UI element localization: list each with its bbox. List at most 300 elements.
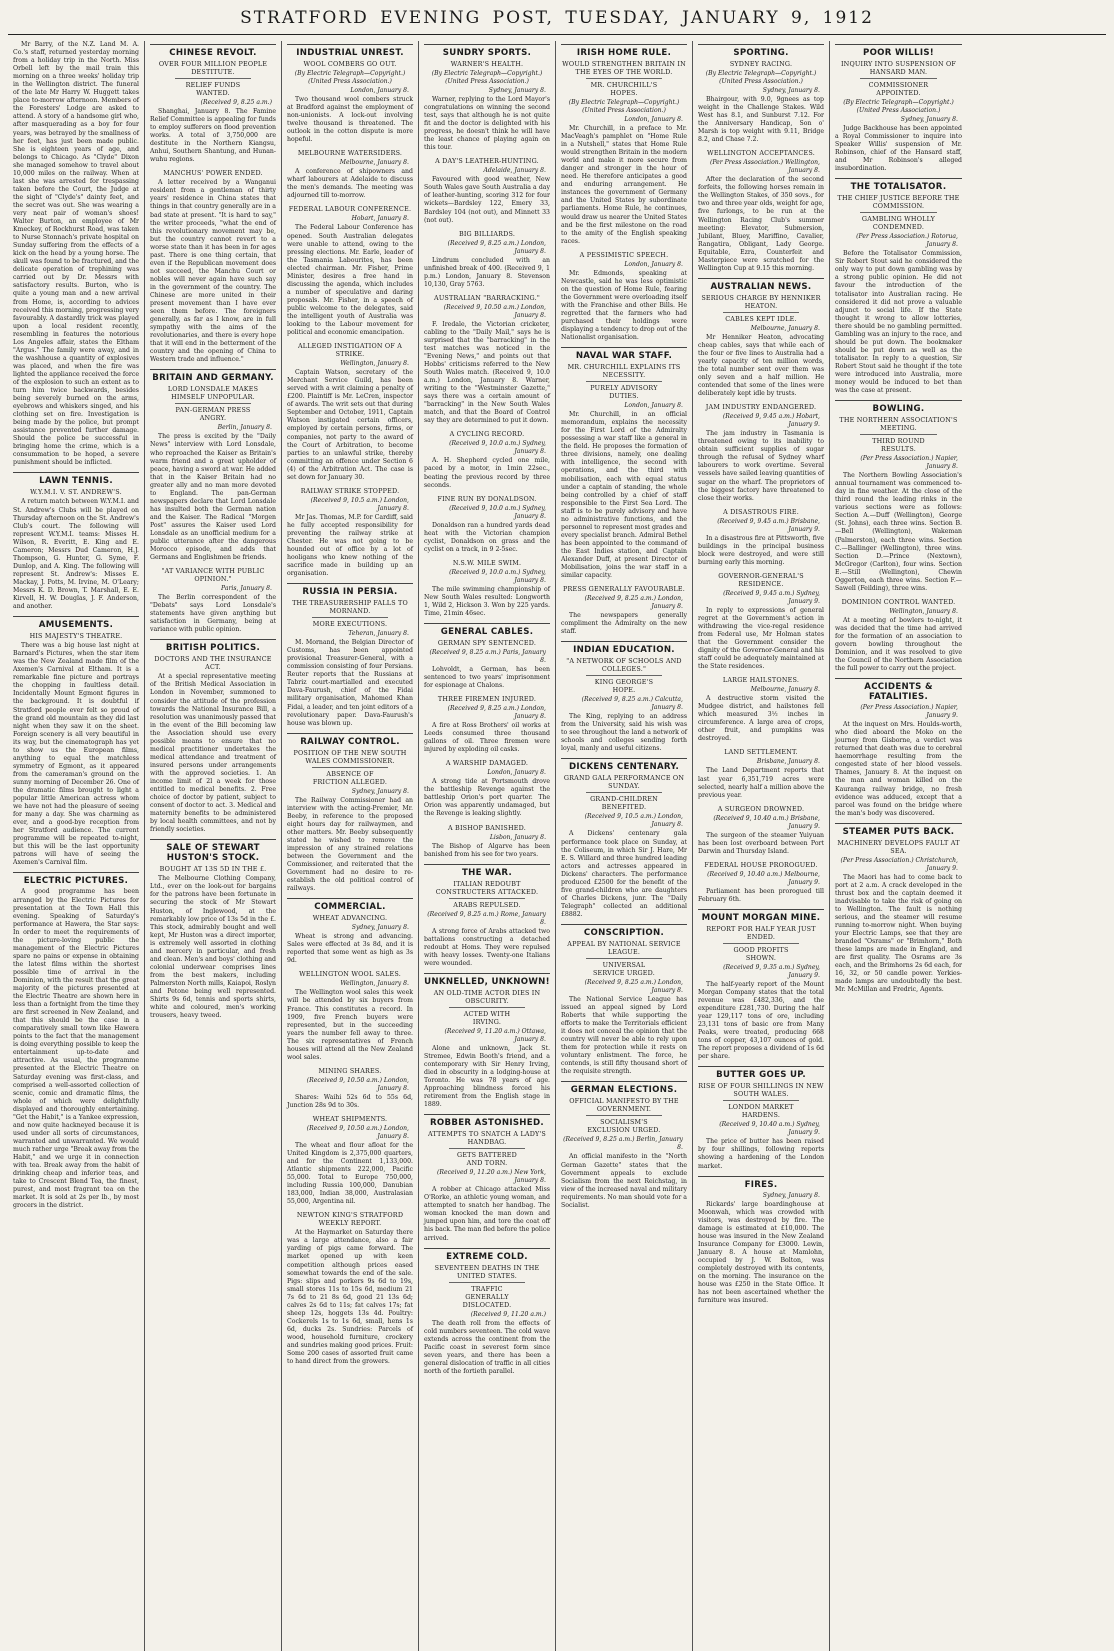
article xyxy=(150,44,276,164)
article-subheading: HIS MAJESTY'S THEATRE. xyxy=(29,632,123,641)
article-subheading: MR. CHURCHILL EXPLAINS ITS NECESSITY. xyxy=(567,363,681,380)
article xyxy=(698,278,824,398)
article-body: The newspapers generally compliment the Admiralty on the new staff. xyxy=(561,612,687,636)
article-subheading: LORD LONSDALE MAKES HIMSELF UNPOPULAR. xyxy=(167,385,259,402)
article-body: There was a big house last night at Barnard's Pictures, when the star item was the New Zealand made film of the Axemen's Carnival at Eltham. It is a remarkable fine picture and portrays the chopping in faultless detail. Incidentally Mount Egmont figures in the background. It is doubtful if Stratford people ever felt so proud of the grand old mountain as they did last night when they saw it on the sheet. Foreign scenery is all very beautiful in its way, but the cinematograph has yet to show us the European films, anything to equal the matchless symmetry of Egmont, as it appeared from the cameraman's ground on the sunny morning of December 26. One of the dramatic films brought to light a popular little American actress whom we have not had the pleasure of seeing for many a day. She was charming as ever, and a good-bye reception from her Stratford audience. The current programme will be repeated to-night, but this will be the last opportunity patrons will have of seeing the Axemen's Carnival film. xyxy=(13,642,139,867)
article xyxy=(13,616,139,867)
article-body: Lohvoldt, a German, has been sentenced to two years' imprisonment for espionage at Chalons. xyxy=(424,665,550,690)
article-credit: (By Electric Telegraph—Copyright.) (United Press Association.) xyxy=(843,99,954,114)
article-body: Mr. Churchill, in an official memorandum, explains the necessity for the First Lord of the Admiralty possessing a war staff like a general in the field. He proposes the formation of three divisions, namely, one dealing with intelligence, the second with operations, and the third with mobilisation, each with equal status under a captain of standing, the whole being controlled by a chief of staff responsible to the First Sea Lord. The staff is to be purely advisory and have no administrative functions, and the personnel to represent most grades and every specialist branch. Admiral Bethel has been appointed to the command of the East Indies station, and Captain Alexander Duff, at present Director of Mobilisation, joins the war staff in a similar capacity. xyxy=(561,411,687,580)
article xyxy=(561,347,687,580)
article-body: Mr. Edmonds, speaking at Newcastle, said he was less optimistic on the question of Home Rule, fearing the Government were overloading itself with the Franchise and other Bills. He regretted that the farmers who had purchased their holdings were displaying a tendency to drop out of the Nationalist organisation. xyxy=(561,269,687,342)
article-subheading-secondary: TRAFFIC GENERALLY DISLOCATED. xyxy=(449,1282,525,1309)
article xyxy=(698,508,824,567)
article-heading: BOWLING. xyxy=(835,400,962,414)
article-body: The mile swimming championship of New South Wales resulted: Longworth 1, Wild 2, Hickson 3. Won by 225 yards. Time, 21min 46sec. xyxy=(424,585,550,617)
columns-container xyxy=(8,41,1106,1651)
article-body: In reply to expressions of general regret at the Government's action in withdrawing the vice-regal residence from Federal use, Mr Holman states that the Government consider the dignity of the Governor-General and his staff could be adequately maintained at the State residences. xyxy=(698,606,824,671)
article-dateline: Sydney, January 8. xyxy=(488,87,546,94)
article-dateline: Teheran, January 8. xyxy=(348,630,409,638)
article xyxy=(150,567,276,634)
article-body: A conference of shipowners and wharf labourers at Adelaide to discuss the men's demands. The meeting was adjourned till to-morrow. xyxy=(287,168,413,200)
article-body: Before the Totalisator Commission, Sir Robert Stout said he considered the only way to put down gambling was by a strong public opinion. He did not favour the introduction of the totalisator into Australian racing. He considered it did not prove a valuable adjunct to social life. If the State thought it wrong to allow lotteries, there should be no gambling permitted. Gambling was an injury to the race, and should be put down. The bookmaker should be put down as well as the totalisator. In reply to a question, Sir Robert Stout said he thought if the tote were introduced into Australia, more money would be induced to bet than was the case at present. xyxy=(835,250,962,395)
article-subheading: A WARSHIP DAMAGED. xyxy=(445,759,529,768)
article-dateline: Brisbane, January 8. xyxy=(756,758,820,766)
article-heading: EXTREME COLD. xyxy=(424,1248,550,1262)
article-heading: CHINESE REVOLT. xyxy=(150,44,276,58)
article-dateline: Melbourne, January 8. xyxy=(750,324,820,332)
article-subheading: THE TREASURERSHIP FALLS TO MORNAND. xyxy=(292,599,408,616)
article-dateline: (Per Press Association.) Napier, January 8. xyxy=(860,455,958,471)
article-body: Wheat is strong and advancing. Sales were effected at 3s 8d, and it is reported that some went as high as 3s 9d. xyxy=(287,933,413,965)
article-subheading: WOULD STRENGTHEN BRITAIN IN THE EYES OF THE WORLD. xyxy=(562,60,686,76)
article-body: Alone and unknown, Jack St. Stremee, Edwin Booth's friend, and a contemporary with Sir Henry Irving, died in obscurity in a lodging-house at Toronto. He was 78 years of age. Approaching blindness forced his retirement from the English stage in 1889. xyxy=(424,1044,550,1109)
article-dateline: London, January 8. xyxy=(350,87,409,94)
article-heading: THE TOTALISATOR. xyxy=(835,178,962,192)
article xyxy=(835,823,962,995)
article xyxy=(835,678,962,818)
article xyxy=(150,369,276,562)
article-subheading-secondary: MORE EXECUTIONS. xyxy=(312,617,388,628)
article-subheading-secondary: KING GEORGE'S HOPE. xyxy=(586,675,662,694)
article-subheading: AUSTRALIAN "BARRACKING." xyxy=(434,293,540,302)
article-heading: FIRES. xyxy=(698,1176,824,1190)
article-dateline: (Per Press Association.) Napier, January 9. xyxy=(860,704,958,720)
article-credit: (By Electric Telegraph—Copyright.) (United Press Association.) xyxy=(431,70,543,85)
article-subheading: W.Y.M.I. V. ST. ANDREW'S. xyxy=(30,488,122,497)
article-subheading: PRESS GENERALLY FAVOURABLE. xyxy=(563,585,685,594)
article-body: Parliament has been prorogued till February 6th. xyxy=(698,887,824,903)
article-credit: (By Electric Telegraph—Copyright.) (United Press Association.) xyxy=(294,70,406,85)
article-body: A fire at Ross Brothers' oil works at Leeds consumed three thousand gallons of oil. Three firemen were injured by exploding oil casks. xyxy=(424,722,550,754)
article xyxy=(698,572,824,671)
article-dateline: Berlin, January 8. xyxy=(217,424,272,432)
article-subheading: THE NORTHERN ASSOCIATION'S MEETING. xyxy=(839,416,958,433)
article-dateline: (Received 9, 8.25 a.m.) London, January 8. xyxy=(447,239,546,255)
article-dateline: London, January 8. xyxy=(487,769,546,777)
article-dateline: (Received 9, 8.25 a.m.) Calcutta, January 8. xyxy=(581,696,683,712)
column-1 xyxy=(8,41,145,1651)
article-body: The surgeon of the steamer Yuiyuan has been lost overboard between Port Darwin and Thursday Island. xyxy=(698,831,824,855)
article-dateline: Melbourne, January 8. xyxy=(339,159,409,167)
article-subheading-secondary: THIRD ROUND RESULTS. xyxy=(860,434,936,453)
article-subheading: OVER FOUR MILLION PEOPLE DESTITUTE. xyxy=(158,60,268,76)
article xyxy=(287,44,413,144)
article-dateline: (Received 9, 11.20 a.m.) xyxy=(470,1310,546,1318)
article-subheading: INQUIRY INTO SUSPENSION OF HANSARD MAN. xyxy=(840,60,957,76)
article-dateline: (Per Press Association.) Rotorua, January 8. xyxy=(856,233,958,249)
article-subheading: POSITION OF THE NEW SOUTH WALES COMMISSIONER. xyxy=(293,748,407,765)
article-subheading: ALLEGED INSTIGATION OF A STRIKE. xyxy=(297,342,403,359)
article-body: M. Mornand, the Belgian Director of Customs, has been appointed provisional Treasurer-General, with a commission consisting of four Persians. Reuter reports that the Russians at Tabriz court-martialled and executed Dava-Faurush, chief of the Fidai military organisation, Mahomed Khan Fidai, a leader, and ten joint editors of a revolutionary paper. Dava-Faurush's house was blown up. xyxy=(287,639,413,727)
article xyxy=(287,487,413,578)
article-credit: (By Electric Telegraph—Copyright.) (United Press Association.) xyxy=(568,99,680,114)
article xyxy=(424,1114,550,1242)
article-body: A robber at Chicago attacked Miss O'Rorke, an athletic young woman, and attempted to snatch her handbag. The woman knocked the man down and jumped upon him, and tore the coat off his back. The man fled before the police arrived. xyxy=(424,1186,550,1242)
article-body: At a meeting of bowlers to-night, it was decided that the time had arrived for the formation of an association to govern bowling throughout the Dominion, and it was resolved to give the Council of the Northern Association the full power to carry out the project. xyxy=(835,616,962,673)
article-subheading: RISE OF FOUR SHILLINGS IN NEW SOUTH WALES. xyxy=(698,1082,824,1099)
article xyxy=(424,559,550,618)
article-subheading: BIG BILLIARDS. xyxy=(458,229,516,238)
article-body: The Wellington wool sales this week will be attended by six buyers from France. This constitutes a record. In 1909, five French buyers were represented, but in the succeeding years the number fell away to three. The six representatives of French houses will attend all the New Zealand wool sales. xyxy=(287,989,413,1061)
article-dateline: (Received 9, 10.0 a.m.) Sydney, January 8. xyxy=(449,504,546,520)
article-subheading-secondary: GAMBLING WHOLLY CONDEMNED. xyxy=(860,212,936,231)
article-body: A strong tide at Portsmouth drove the battleship Revenge against the battleship Orion's port quarter. The Orion was apparently undamaged, but the Revenge is leaking slightly. xyxy=(424,778,550,818)
article-body: In a disastrous fire at Pittsworth, five buildings in the principal business block were destroyed, and were still burning early this morning. xyxy=(698,534,824,566)
article-dateline: (Received 9, 10.40 a.m.) Brisbane, January 9. xyxy=(713,814,820,830)
article-body: Lindrum concluded with an unfinished break of 400. (Received 9, 1 p.m.) London, January 8. Stevenson 10,130, Gray 5763. xyxy=(424,256,550,288)
article xyxy=(698,1066,824,1170)
article-body: An official manifesto in the "North German Gazette" states that the Government appeals to exclude Socialism from the next Reichstag, in view of the increased naval and military requirements. No man should vote for a Socialist. xyxy=(561,1153,687,1209)
article-body: The Land Department reports that last year 6,351,719 acres were selected, nearly half a million above the previous year. xyxy=(698,767,824,799)
article xyxy=(561,924,687,1076)
article-subheading: AN OLD-TIME ACTOR DIES IN OBSCURITY. xyxy=(433,988,541,1005)
article-heading: ACCIDENTS & FATALITIES. xyxy=(835,678,962,702)
article-body: The wheat and flour afloat for the United Kingdom is 2,375,000 quarters, and for the Continent 1,133,000. Atlantic shipments 222,000, Pacific 55,000. Total to Europe 750,000, including Russia 100,000, Danubian 183,000, Indian 38,000, Australasian 55,000, Argentina nil. xyxy=(287,1141,413,1206)
article-dateline: (Received 9, 9.35 a.m.) Sydney, January 9. xyxy=(723,963,820,979)
article-dateline: Wellington, January 8. xyxy=(340,360,409,368)
article-heading: AMUSEMENTS. xyxy=(13,616,139,630)
article-body: After the declaration of the second forfeits, the following horses remain in the Wellington Stakes, of 350 sovs., for two and three year olds, weight for age, five furlongs, to be run at the Wellington Racing Club's summer meeting: Elevator, Submersion, Jubilant, Bluey, Mariffino, Cavalier, Rangatira, Obligant, Lady George. Equitable, Ezra, Counterfeit and Masterpiece were scratched for the Wellington Cup at 9.15 this morning. xyxy=(698,176,824,272)
article xyxy=(561,44,687,246)
article-body: The half-yearly report of the Mount Morgan Company states that the total revenue was £482,336, and the expenditure £281,730. During the half year 129,117 tons of ore, including 23,131 tons of basic ore from Many Peaks, were treated, producing 668 tons of copper, 43,107 ounces of gold. The report proposes a dividend of 1s 6d per share. xyxy=(698,980,824,1061)
article-heading: NAVAL WAR STAFF. xyxy=(561,347,687,361)
article-heading: RAILWAY CONTROL. xyxy=(287,733,413,747)
article-dateline: Sydney, January 8. xyxy=(900,116,958,123)
article-subheading: FEDERAL HOUSE PROROGUED. xyxy=(704,860,818,869)
article-heading: INDIAN EDUCATION. xyxy=(561,641,687,655)
article-body: A destructive storm visited the Mudgee district, and hailstones fell which measured 3½ inches in circumference. A large area of crops, other fruit, and pumpkins was destroyed. xyxy=(698,695,824,743)
article-subheading: A SURGEON DROWNED. xyxy=(717,804,805,813)
article xyxy=(561,585,687,636)
article-body: The Northern Bowling Association's annual tournament was commenced to-day in fine weather. At the close of the third round the leading rinks in the various sections were as follows: Section A.—Duff (Wellington), George (St. Johns), each three wins. Section B.—Bell (Wellington), Wakeman (Palmerston), each three wins. Section C.—Ballinger (Wellington), three wins. Section D.—Prince (Nextown), McGregor (Carlton), four wins. Section E.—Still (Wellington), Chewin Oggerton, each three wins. Section F.—Sawell (Feilding), three wins. xyxy=(835,472,962,592)
article-heading: SPORTING. xyxy=(698,44,824,58)
article-subheading: ATTEMPTS TO SNATCH A LADY'S HANDBAG. xyxy=(428,1130,546,1147)
article-dateline: (Received 9, 11.20 a.m.) Ottawa, January 8. xyxy=(444,1027,546,1043)
article xyxy=(287,1115,413,1206)
article-subheading: ITALIAN REDOUBT CONSTRUCTERS ATTACKED. xyxy=(435,879,539,896)
article-dateline: (Received 9, 8.25 a.m.) Berlin, January 8. xyxy=(563,1136,683,1152)
article xyxy=(424,157,550,224)
article-subheading: THE CHIEF JUSTICE BEFORE THE COMMISSION. xyxy=(837,194,960,211)
article-subheading: GERMAN SPY SENTENCED. xyxy=(437,638,537,647)
article xyxy=(561,641,687,753)
article xyxy=(424,495,550,554)
article-dateline: London, January 8. xyxy=(624,260,683,268)
article-body: A letter received by a Wanganui resident from a gentleman of thirty years' residence in China states that things in that country generally are in a bad state at present. "It is hard to say," the writer proceeds, "what the end of this revolutionary movement may be, but the country cannot revert to a worse state than it has been in for ages past. There is one thing certain, that even if the Republican movement does not succeed, the Manchu Court or nobles will never again have such say in the government of the country. The Chinese are more united in their present movement than I have ever seen them before. The foreigners generally, as far as I know, are in full sympathy with the aims of the revolutionaries, and there is every hope that it will end in the betterment of the country and the opening of China to Western trade and influence." xyxy=(150,179,276,364)
article-dateline: (Received 9, 8.25 a.m.) London, January 8. xyxy=(584,595,683,611)
article-dateline: (Received 9, 10.40 a.m.) Sydney, January 9. xyxy=(719,1121,820,1137)
article xyxy=(835,44,962,173)
article-subheading: WELLINGTON WOOL SALES. xyxy=(299,970,401,979)
article-heading: DICKENS CENTENARY. xyxy=(561,758,687,772)
article-subheading: MELBOURNE WATERSIDERS. xyxy=(297,149,403,158)
article-body: Rickards' large boardinghouse at Moonwah, which was crowded with visitors, was destroyed by fire. The damage is estimated at £10,000. The house was insured in the New Zealand Insurance Company for £3000. Lewin, January 8. A house at Mamlohn, occupied by J. W. Bolton, was completely destroyed with its contents, on the morning. The insurance on the house was £250 in the State Office. It has not been ascertained whether the furniture was insured. xyxy=(698,1200,824,1305)
article xyxy=(424,695,550,754)
article xyxy=(424,1248,550,1376)
article-dateline: (Per Press Association.) Wellington, January 8. xyxy=(709,159,820,175)
article-subheading: GRAND GALA PERFORMANCE ON SUNDAY. xyxy=(563,774,685,791)
article xyxy=(13,472,139,611)
article-heading: CONSCRIPTION. xyxy=(561,924,687,938)
article xyxy=(561,758,687,919)
article-subheading: THREE FIREMEN INJURED. xyxy=(437,695,537,704)
article xyxy=(424,623,550,690)
article-body: Mr Jas. Thomas, M.P. for Cardiff, said he fully accepted responsibility for preventing the railway strike at Chester. He was not going to be hounded out of office by a lot of hooligans who knew nothing of the sacrifice made in building up an organisation. xyxy=(287,513,413,578)
article-body: The price of butter has been raised by four shillings, following reports showing a hardening of the London market. xyxy=(698,1138,824,1170)
article xyxy=(150,169,276,364)
column-5 xyxy=(556,41,693,1651)
article-dateline: (Received 9, 9.45 a.m.) Brisbane, January 9. xyxy=(717,517,820,533)
article-subheading: A BISHOP BANISHED. xyxy=(448,823,526,832)
article xyxy=(561,251,687,342)
article-dateline: Hobart, January 8. xyxy=(351,215,409,223)
article-subheading-secondary: ABSENCE OF FRICTION ALLEGED. xyxy=(312,767,388,786)
article-heading: THE WAR. xyxy=(424,864,550,878)
article-body: A Dickens' centenary gala performance took place on Sunday, at the Coliseum, in which Sir J. Hare, Mr E. S. Willard and three hundred leading actors and actresses appeared in Dickens' characters. The performance produced £2500 for the benefit of the five grand-children who are daughters of Charles Dickens, junr. The "Daily Telegraph" collected an additional £8882. xyxy=(561,830,687,918)
article-heading: AUSTRALIAN NEWS. xyxy=(698,278,824,292)
article-dateline: Paris, January 8. xyxy=(221,585,272,593)
article-dateline: Sydney, January 8. xyxy=(762,87,820,94)
article-subheading: FEDERAL LABOUR CONFERENCE. xyxy=(288,205,412,214)
article-heading: ROBBER ASTONISHED. xyxy=(424,1114,550,1128)
article-subheading: JAM INDUSTRY ENDANGERED. xyxy=(705,403,817,412)
article-subheading-secondary: GETS BATTERED AND TORN. xyxy=(449,1148,525,1167)
article-subheading-secondary: CABLES KEPT IDLE. xyxy=(723,312,799,323)
article-dateline: (Received 9, 10.50 a.m.) London, January 8. xyxy=(306,1124,409,1140)
article-heading: SUNDRY SPORTS. xyxy=(424,44,550,58)
article-subheading: NEWTON KING'S STRATFORD WEEKLY REPORT. xyxy=(296,1211,404,1228)
article xyxy=(13,41,139,467)
article-subheading: WELLINGTON ACCEPTANCES. xyxy=(707,149,815,158)
article-dateline: (Received 9, 8.25 a.m.) London, January 8. xyxy=(447,705,546,721)
article-heading: GERMAN ELECTIONS. xyxy=(561,1081,687,1095)
article xyxy=(835,598,962,673)
article-subheading: A CYCLING RECORD. xyxy=(449,430,525,439)
article-subheading: SERIOUS CHARGE BY HENNIKER HEATON. xyxy=(701,293,821,310)
article-body: Captain Watson, secretary of the Merchant Service Guild, has been served with a writ claiming a penalty of £200. Plaintiff is Mr. LeCren, inspector of awards. The writ sets out that during September and October, 1911, Captain Watson instigated certain officers, employed by certain persons, firms, or companies, not party to the award of the Court of Arbitration, to become parties to an unlawful strike, thereby committing an offence under Section 6 (4) of the Arbitration Act. The case is set down for January 30. xyxy=(287,369,413,481)
article-subheading: RAILWAY STRIKE STOPPED. xyxy=(300,486,400,495)
article xyxy=(287,583,413,728)
article-body: Mr Barry, of the N.Z. Land M. A. Co.'s staff, returned yesterday morning from a holiday trip in the North. Miss Orbell left by the mail train this morning on a three weeks' holiday trip in the Wellington district. The funeral of the late Mr Harry W. Huggett takes place to-morrow afternoon. Members of the Foresters' Lodge are asked to attend. A story of a handsome girl who, after masquerading as a boy for four years, was betrayed by the smallness of her feet, has just been made public. She is eighteen years of age, and belongs to Chicago. As "Clyde" Dixon she managed somehow to travel about 10,000 miles on the railway. When at last she was arrested for trespassing taken before the Court, the Judge at the sight of "Clyde's" dainty feet, and the secret was out. She was wearing a very neat pair of woman's shoes! Walter Burton, an employee of Mr Kmeckey, of Rockhurst Road, was taken to Nurse Stonnach's private hospital on Sunday suffering from the effects of a kick on the head by a young horse. The skull was found to be fractured, and the delicate operation of trephining was carried out by Dr. Messrs with satisfactory results. Burton, who is quite a young man and a new arrival from Home, is, according to advices received this morning, progressing very favourably. A dastardly trick was played upon a local resident recently, resembling in features the notorious Los Angeles affair, states the Eltham "Argus." The family were away, and in the washhouse a quantity of explosives was placed, and when the fire was lighted the appliance received the force of the explosion to such an extent as to turn him twice backwards, besides being severely burned on the arms, eyebrows and whiskers singed, and his clothing set on fire. Investigation is being made by the police, but prompt assistance prevented further damage. Should the police be successful in bringing home the crime, which is a consummation to be hoped, a severe punishment should be inflicted. xyxy=(13,41,139,467)
article-dateline: (Received 9, 10.40 a.m.) Melbourne, January 9. xyxy=(707,870,820,886)
column-3 xyxy=(282,41,419,1651)
article xyxy=(698,403,824,502)
article xyxy=(561,1081,687,1209)
article-body: A good programme has been arranged by the Electric Pictures for presentation at the Town Hall this evening. Speaking of Saturday's performance at Hawera, the Star says: In order to meet the requirements of the picture-loving public the management of the Electric Pictures spare no pains or expense in obtaining the latest films within the shortest possible time of arrival in the Dominion, with the result that the great majority of the pictures presented at the Electric Theatre are shown here in less than a fortnight from the time they are first screened in New Zealand, and that this should be the case in a comparatively small town like Hawera points to the fact that the management is doing everything possible to keep the entertainment up-to-date and attractive. As usual, the programme presented at the Electric Theatre on Saturday evening was first-class, and comprised a well-assorted collection of scenic, comic and dramatic films, the whole of which were delightfully displayed and thoroughly entertaining. "Get the Habit," is a Yankee expression, and now quite hackneyed because it is used under all sorts of circumstances, warranted and unwarranted. We would much rather urge "Break away from the Habit," and we urge it in connection with tea. Break away from the habit of drinking cheap and inferior teas, and take to Crescent Blend Tea, the finest, purest, and most fragrant tea on the market. It is sold at 2s per lb., by most grocers in the district. xyxy=(13,888,140,1210)
article-subheading: WHEAT SHIPMENTS. xyxy=(312,1114,388,1123)
article xyxy=(698,149,824,273)
article-subheading: MINING SHARES. xyxy=(318,1066,382,1075)
article-subheading-secondary: GOOD PROFITS SHOWN. xyxy=(723,943,799,962)
article-dateline: Wellington, January 8. xyxy=(889,607,958,615)
article xyxy=(13,872,139,1210)
article-subheading-secondary: UNIVERSAL SERVICE URGED. xyxy=(586,958,662,977)
article-subheading: SYDNEY RACING. xyxy=(729,60,793,68)
article xyxy=(698,748,824,799)
article-body: The National Service League has issued an appeal signed by Lord Roberts that while supporting the efforts to make the Territorials efficient it does not conceal the opinion that the country will never be able to rely upon them for protection while it rests on voluntary enlistment. The force, he contends, is still fifty thousand short of the requisite strength. xyxy=(561,996,687,1076)
article xyxy=(835,178,962,395)
article-heading: RUSSIA IN PERSIA. xyxy=(287,583,413,597)
article xyxy=(287,733,413,894)
article xyxy=(424,230,550,289)
article-subheading: APPEAL BY NATIONAL SERVICE LEAGUE. xyxy=(567,940,681,956)
article xyxy=(287,149,413,200)
article-subheading: LARGE HAILSTONES. xyxy=(722,676,800,685)
article-body: The Melbourne Clothing Company, Ltd., ever on the look-out for bargains for the patrons have been fortunate in securing the stock of Mr Stewart Huston, of Inglewood, at the remarkably low price of 13s 5d in the £. This stock, admirably bought and well kept, Mr Huston was a direct importer, is extremely well assorted in clothing and mercery in particular, and fresh and clean. Men's and boys' clothing and colonial underwear comprises lines from the best makers, including Palmerston North mills, Kaiapoi, Roslyn and Petone being well represented. Shirts 9s 6d, tennis and sports shirts, white and coloured, men's working trousers, heavy tweed. xyxy=(150,875,276,1020)
article-subheading: FINE RUN BY DONALDSON. xyxy=(437,494,537,503)
article-body: At the Haymarket on Saturday there was a large attendance, also a fair yarding of pigs came forward. The market opened up with keen competition although prices eased somewhat towards the end of the sale. Pigs: slips and porkers 9s 6d to 19s, small stores 11s to 15s 6d, medium 21 7s 6d to 21 8s 6d, good 21 13s 6d; calves 2s 6d to 11s; fat calves 17s; fat sheep 12s, hoggets 13s 4d. Poultry: Cockerels 1s to 1s 6d, small, hens 1s 6d, ducks 2s. Sundries: Parcels of wood, household furniture, crockery and sundries making good prices. Fruit: Some 200 cases of assorted fruit came to hand direct from the growers. xyxy=(287,1229,413,1366)
article-body: Donaldson ran a hundred yards dead heat with the Victorian champion cyclist, Donaldson on grass and the cyclist on a track, in 9 2-5sec. xyxy=(424,521,550,553)
article-subheading: N.S.W. MILE SWIM. xyxy=(452,558,522,567)
article-heading: INDUSTRIAL UNREST. xyxy=(287,44,413,58)
article-heading: BRITAIN AND GERMANY. xyxy=(150,369,276,383)
article-heading: SALE OF STEWART HUSTON'S STOCK. xyxy=(150,839,276,863)
article-subheading-secondary: ARABS REPULSED. xyxy=(449,898,525,909)
article-subheading: BOUGHT AT 13S 5D IN THE £. xyxy=(159,865,267,874)
article-body: F. Iredale, the Victorian cricketer, cabling to the "Daily Mail," says he is surprised that the "barracking" in the test matches was noticed in the "Evening News," and points out that Hobbs' criticisms referred to the New South Wales match. (Received 9, 10.0 a.m.) London, January 8. Warner, writing to the "Westminster Gazette," says there was a certain amount of "barracking" in the New South Wales match, and that the Board of Control say they are determined to put it down. xyxy=(424,320,550,425)
article-body: The death roll from the effects of cold numbers seventeen. The cold wave extends across the continent from the Pacific coast in severest form since seven years, and there has been a general dislocation of traffic in all cities north of the fortieth parallel. xyxy=(424,1319,550,1375)
article xyxy=(424,430,550,489)
article-heading: ELECTRIC PICTURES. xyxy=(13,872,139,886)
article-dateline: (Received 9, 8.25 a.m.) Rome, January 8. xyxy=(427,910,546,926)
article-body: Judge Backhouse has been appointed a Royal Commissioner to inquire into Speaker Willis' suspension of Mr. Robinson, chief of the Hansard staff, and Mr Robinson's alleged insubordination. xyxy=(835,125,962,173)
article-subheading: WARNER'S HEALTH. xyxy=(450,60,524,68)
article-subheading: GOVERNOR-GENERAL'S RESIDENCE. xyxy=(718,571,804,588)
article-dateline: Adelaide, January 8. xyxy=(483,167,546,175)
article-body: Mr. Churchill, in a preface to Mr. MacVeagh's pamphlet on "Home Rule in a Nutshell," states that Home Rule would strengthen Britain in the modern world and make it more secure from danger and stronger in the hour of need. He therefore anticipates a good and enduring arrangement. He instances the government of Germany and the United States by subordinate parliaments. Home Rule, he continues, would draw us nearer the United States and be the first milestone on the road to the amity of the English speaking races. xyxy=(561,125,687,245)
article-subheading-secondary: SOCIALISM'S EXCLUSION URGED. xyxy=(586,1115,662,1134)
article-body: The Maori has had to come back to port at 2 a.m. A crack developed in the thrust box and the captain deemed it inadvisable to take the risk of going on to Wellington. The fault is nothing serious, and the steamer will resume running to-morrow night. When buying your Electric Lamps, see that they are branded "Osrams" or "Brimhorn," Both these lamps are made in England, and are first quality. The Osrams are 3s each, and the Brimhorns 2s 6d each, for 16, 32, or 50 candle power. Yerkies-made lamps are undoubtedly the best. Mr. McMillan and Fredric, Agents. xyxy=(835,873,962,994)
article xyxy=(835,400,962,593)
article-heading: UNKNELLED, UNKNOWN! xyxy=(424,973,550,987)
article xyxy=(424,294,550,426)
article xyxy=(698,909,824,1061)
article-body: The King, replying to an address from the University, said his wish was to see throughout the land a network of schools and colleges sending forth loyal, manly and useful citizens. xyxy=(561,713,687,753)
column-2 xyxy=(145,41,282,1651)
column-4 xyxy=(419,41,556,1651)
article-dateline: Melbourne, January 8. xyxy=(750,686,820,694)
article-dateline: London, January 8. xyxy=(624,116,683,123)
article-body: A strong force of Arabs attacked two battalions constructing a detached redoubt at Homs. They were repulsed with heavy losses. Twenty-one Italians were wounded. xyxy=(424,927,550,967)
article-dateline: (Received 9, 8.25 a.m.) xyxy=(200,99,272,106)
article-dateline: (Received 9, 10.5 a.m.) London, January 8. xyxy=(310,496,409,512)
column-7 xyxy=(830,41,967,1651)
article xyxy=(287,342,413,482)
article-heading: STEAMER PUTS BACK. xyxy=(835,823,962,837)
masthead: STRATFORD EVENING POST, TUESDAY, JANUARY 9, 1912 xyxy=(8,6,1106,35)
article-subheading: SEVENTEEN DEATHS IN THE UNITED STATES. xyxy=(434,1263,540,1280)
article-dateline: (Received 9, 10.5 a.m.) London, January 8. xyxy=(584,813,683,829)
article-subheading: A PESSIMISTIC SPEECH. xyxy=(579,250,669,259)
article-body: The Bishop of Algarve has been banished from his see for two years. xyxy=(424,842,550,858)
article-body: Warner, replying to the Lord Mayor's congratulations on winning the second test, says that although he is not quite fit and the doctor is delighted with his progress, he doesn't think he will have the least chance of playing again on this tour. xyxy=(424,96,550,152)
article-subheading-secondary: GRAND-CHILDREN BENEFITED. xyxy=(586,792,662,811)
article-heading: COMMERCIAL. xyxy=(287,898,413,912)
article-dateline: London, January 8. xyxy=(624,402,683,410)
article-subheading: A DAY'S LEATHER-HUNTING. xyxy=(435,157,539,166)
article-heading: BUTTER GOES UP. xyxy=(698,1066,824,1080)
article xyxy=(287,205,413,337)
article xyxy=(150,839,276,1020)
article-heading: GENERAL CABLES. xyxy=(424,623,550,637)
article xyxy=(287,898,413,965)
article xyxy=(424,44,550,152)
article-dateline: (Received 9, 10.0 a.m.) Sydney, January 8. xyxy=(449,568,546,584)
article-body: The press is excited by the "Daily News" interview with Lord Lonsdale, who reproached the Kaiser as Britain's warm friend and a great upholder of peace, having a sword at war. He added that in the Kaiser Britain had no greater ally and no man more devoted to England. The pan-German newspapers declare that Lord Lonsdale has insulted both the German nation and the Kaiser. The Radical "Morgen Post" assures the Kaiser used Lord Lonsdale as an unofficial medium for a public utterance after the dangerous Morocco episode, and adds that Germans and Englishmen be friends. xyxy=(150,433,276,562)
article-dateline: (Received 9, 10.50 a.m.) London, January 8. xyxy=(306,1076,409,1092)
article-dateline: (Received 9, 9.45 a.m.) Hobart, January 9. xyxy=(722,413,820,429)
article-subheading: MANCHUS' POWER ENDED. xyxy=(163,169,263,178)
article-heading: MOUNT MORGAN MINE. xyxy=(698,909,824,923)
article-subheading: "AT VARIANCE WITH PUBLIC OPINION." xyxy=(161,567,265,584)
article-subheading-secondary: RELIEF FUNDS WANTED. xyxy=(175,78,251,97)
article-body: At a special representative meeting of the British Medical Association in London in November, summoned to consider the attitude of the profession towards the National Insurance Bill, a resolution was unanimously passed that in the event of the Bill becoming law the Association should use every possible means to ensure that no medical practitioner undertakes the medical attendance and treatment of insured persons under arrangements with the approved societies. 1. An income limit of 2l a week for those entitled to medical benefits. 2. Free choice of doctor by patient, subject to consent of doctor to act. 3. Medical and maternity benefits to be administered by local health committees, and not by friendly societies. xyxy=(150,673,276,834)
article-dateline: (Received 9, 10.0 a.m.) Sydney, January 8. xyxy=(449,440,546,456)
article xyxy=(698,1176,824,1306)
article-subheading: WHEAT ADVANCING. xyxy=(312,914,388,923)
column-6 xyxy=(693,41,830,1651)
article-subheading: LAND SETTLEMENT. xyxy=(724,748,798,757)
article-dateline: (Received 9, 11.20 a.m.) New York, January 8. xyxy=(437,1169,546,1185)
article-body: A return match between W.Y.M.I. and St. Andrew's Clubs will be played on Thursday afternoon on the St. Andrew's Club's court. The following will represent W.Y.M.I. teams: Misses H. Wilson, R. Everitt, E. King and E. Cameron; Messrs Dud Cameron, H.J. Thompson, G. Hunter, G. Syme, F. Dunlop, and A. King. The following will represent St. Andrew's: Misses E. Mackay, J. Potts, M. Irvine, M. O'Leary; Messrs K. D. Brown, T. Marshall, E. E. Kirvell, H. W. Douglas, J. F. Anderson, and another. xyxy=(13,498,139,611)
article-dateline: Lisbon, January 8. xyxy=(489,833,546,841)
article-body: Mr Henniker Heaton, advocating cheap cables, says that while each of the four or five lines to Australia had a yearly capacity of ten million words, the total number sent over them was only seven and a half million. He contended that some of the lines were deliberately kept idle by trusts. xyxy=(698,333,824,398)
article-dateline: (Per Press Association.) Christchurch, January 9. xyxy=(840,856,958,872)
article-dateline: Wellington, January 8. xyxy=(340,980,409,988)
article-heading: BRITISH POLITICS. xyxy=(150,639,276,653)
article-dateline: Sydney, January 8. xyxy=(351,787,409,795)
article-dateline: (Received 9, 8.25 a.m.) Paris, January 8. xyxy=(429,648,546,664)
article-subheading-secondary: PURELY ADVISORY DUTIES. xyxy=(586,381,662,400)
article-dateline: Sydney, January 8. xyxy=(762,1191,820,1199)
article-body: The jam industry in Tasmania is threatened owing to its inability to obtain sufficient supplies of sugar through the refusal of Sydney wharf labourers to work overtime. Several vessels have sailed leaving quantities of sugar on the wharf. The proprietors of the biggest factory have threatened to close their works. xyxy=(698,430,824,502)
article-dateline: (Received 9, 9.45 a.m.) Sydney, January 9. xyxy=(723,589,820,605)
article-subheading-secondary: ACTED WITH IRVING. xyxy=(449,1007,525,1026)
article-body: Favoured with good weather, New South Wales gave South Australia a day of leather-hunting, scoring 312 for four wickets—Bardsley 122, Emery 33, Bardsley 104 (not out), and Minnett 33 (not out). xyxy=(424,176,550,224)
article-subheading: OFFICIAL MANIFESTO BY THE GOVERNMENT. xyxy=(569,1097,679,1114)
article-subheading: A DISASTROUS FIRE. xyxy=(723,507,799,516)
article-body: Two thousand wool combers struck at Bradford against the employment of non-unionists. A lock-out involving twelve thousand is threatened. The outlook in the cotton dispute is more hopeful. xyxy=(287,96,413,144)
article-body: Shanghai, January 8. The Famine Relief Committee is appealing for funds to employ sufferers on flood prevention works. A total of 3,750,000 are destitute in the Northern Kiangsu, Anhui, Southern Shantung, and Hunan-wuhu regions. xyxy=(150,108,276,164)
article-subheading-secondary: PAN-GERMAN PRESS ANGRY. xyxy=(175,403,251,422)
article xyxy=(424,864,550,968)
article-credit: (By Electric Telegraph—Copyright.) (United Press Association.) xyxy=(705,70,817,85)
article xyxy=(287,1067,413,1110)
article-subheading: REPORT FOR HALF YEAR JUST ENDED. xyxy=(706,924,816,941)
article xyxy=(287,970,413,1061)
article-subheading: WOOL COMBERS GO OUT. xyxy=(303,60,397,68)
article-body: The Railway Commissioner had an interview with the acting-Premier, Mr. Beeby, in reference to the proposed eight hours day for railwaymen, and other matters. Mr. Beeby subsequently stated he wished to remove the impression of any strained relations between the Government and the Commissioner, and reiterated that the Government had no desire to re-establish the old political control of railways. xyxy=(287,796,413,893)
article-subheading: MACHINERY DEVELOPS FAULT AT SEA. xyxy=(837,838,960,855)
article-subheading-secondary: MR. CHURCHILL'S HOPES. xyxy=(586,78,662,97)
article xyxy=(424,824,550,859)
article-body: Bhairgour, with 9.0, 9gnees as top weight in the Challenge Stakes. Wild West has 8.1, and Sunburst 7.12. For the Anniversary Handicap, Son o' Marsh is top weight with 9.11, Bridge 8.2, and Chase 7.2. xyxy=(698,96,824,144)
article-body: Shares: Waihi 52s 6d to 55s 6d, Junction 28s 9d to 30s. xyxy=(287,1093,413,1109)
article-subheading: "A NETWORK OF SCHOOLS AND COLLEGES." xyxy=(566,657,682,674)
article xyxy=(424,759,550,818)
article xyxy=(698,676,824,743)
article-subheading: DOCTORS AND THE INSURANCE ACT. xyxy=(154,655,272,672)
article xyxy=(150,639,276,834)
article-dateline: Sydney, January 8. xyxy=(351,924,409,932)
article-subheading-secondary: LONDON MARKET HARDENS. xyxy=(723,1100,799,1119)
article-dateline: (Received 9, 8.25 a.m.) London, January 8. xyxy=(584,979,683,994)
article-subheading-secondary: COMMISSIONER APPOINTED. xyxy=(860,78,936,97)
article-heading: POOR WILLIS! xyxy=(835,44,962,58)
article xyxy=(698,861,824,904)
article-subheading: DOMINION CONTROL WANTED. xyxy=(841,597,956,606)
